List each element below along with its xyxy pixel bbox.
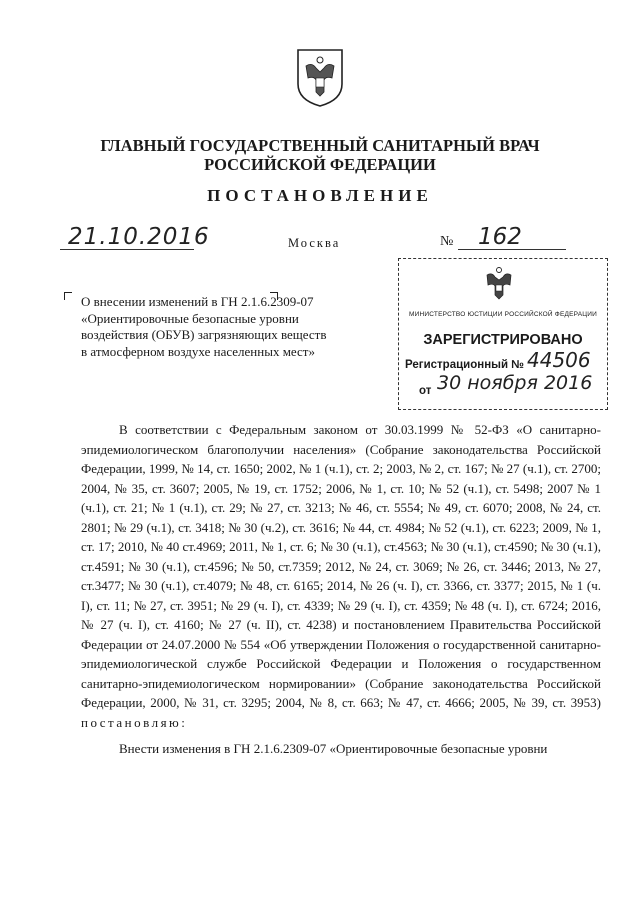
document-subject: О внесении изменений в ГН 2.1.6.2309-07 «Ориентировочные безопасные уровни воздействия (ОБУВ) загрязняющих веществ в атмосферном воздухе населенных мест» (81, 294, 327, 359)
document-date: 21.10.2016 (68, 224, 210, 250)
stamp-reg-date: 30 ноября 2016 (437, 372, 593, 394)
date-underline (60, 249, 194, 250)
stamp-reg-number-label: Регистрационный № (405, 359, 525, 371)
body-paragraph-2: Внести изменения в ГН 2.1.6.2309-07 «Ориентировочные безопасные уровни (119, 741, 548, 756)
document-number: 162 (478, 224, 522, 250)
stamp-eagle-icon (483, 265, 515, 303)
body-paragraph-1 (81, 420, 601, 732)
resolve-word: постановляю: (81, 714, 188, 730)
document-number-label: № (440, 234, 454, 249)
document-city: Москва (288, 236, 341, 250)
legal-basis-text: В соответствии с Федеральным законом от 30.03.1999 № 52-ФЗ «О санитарно-эпидемиологическом благополучии населения» (Собрание законодательства Российской Федерации, 1999, № 14, ст. 1650; 2002, № 1 (ч.1), ст. 2; 2003, № 2, ст. 167; № 27 (ч.1), ст. 2700; 2004, № 35, ст. 3607; 2005, № 19, ст. 1752; 2006, № 1, ст. 10; № 52 (ч.1), ст. 5498; 2007 № 1 (ч.1), ст. 21; № 1 (ч.1), ст. 29; № 27, ст. 3213; № 46, ст. 5554; № 49, ст. 6070; 2008, № 24, ст. 2801; № 29 (ч.1), ст. 3418; № 30 (ч.2), ст. 3616; № 44, ст. 4984; № 52 (ч.1), ст. 6223; 2009, № 1, ст. 17; 2010, № 40 ст.4969; 2011, № 1, ст. 6; № 30 (ч.1), ст.4563; № 30 (ч.1), ст.4590; № 30 (ч.1), ст.4591; № 30 (ч.1), ст.4596; № 50, ст.7359; 2012, № 24, ст. 3069; № 26, ст. 3446; 2013, № 27, ст.3477; № 30 (ч.1), ст.4079; № 48, ст. 6165; 2014, № 26 (ч. I), ст. 3366, ст. 3377; 2015, № 1 (ч. I), ст. 11; № 27, ст. 3951; № 29 (ч. I), ст. 4339; № 29 (ч. I), ст. 4359; № 48 (ч. I), ст. 6724; 2016, № 27 (ч. I), ст. 4160; № 27 (ч. II), ст. 4238) и постановлением Правительства Российской Федерации от 24.07.2000 № 554 «Об утверждении Положения о государственной санитарно-эпидемиологической службе Российской Федерации и Положения о государственном санитарно-эпидемиологическом нормировании» (Собрание законодательства Российской Федерации, 2000, № 31, ст. 3295; 2004, № 8, ст. 663; № 47, ст. 4666; 2005, № 39, ст. 3953) (81, 422, 601, 710)
document-type-title: ПОСТАНОВЛЕНИЕ (207, 186, 433, 205)
number-underline (458, 249, 566, 250)
coat-of-arms-emblem (294, 48, 346, 108)
subject-bracket-left (64, 292, 72, 300)
stamp-reg-number: 44506 (527, 348, 591, 372)
stamp-date-label: от (419, 385, 432, 397)
registration-stamp (398, 258, 608, 410)
issuer-title: ГЛАВНЫЙ ГОСУДАРСТВЕННЫЙ САНИТАРНЫЙ ВРАЧ (100, 136, 540, 155)
stamp-ministry-name: МИНИСТЕРСТВО ЮСТИЦИИ РОССИЙСКОЙ ФЕДЕРАЦИИ (408, 311, 598, 318)
stamp-registered-label: ЗАРЕГИСТРИРОВАНО (423, 332, 583, 348)
issuer-subtitle: РОССИЙСКОЙ ФЕДЕРАЦИИ (204, 155, 436, 174)
document-body (81, 420, 601, 759)
